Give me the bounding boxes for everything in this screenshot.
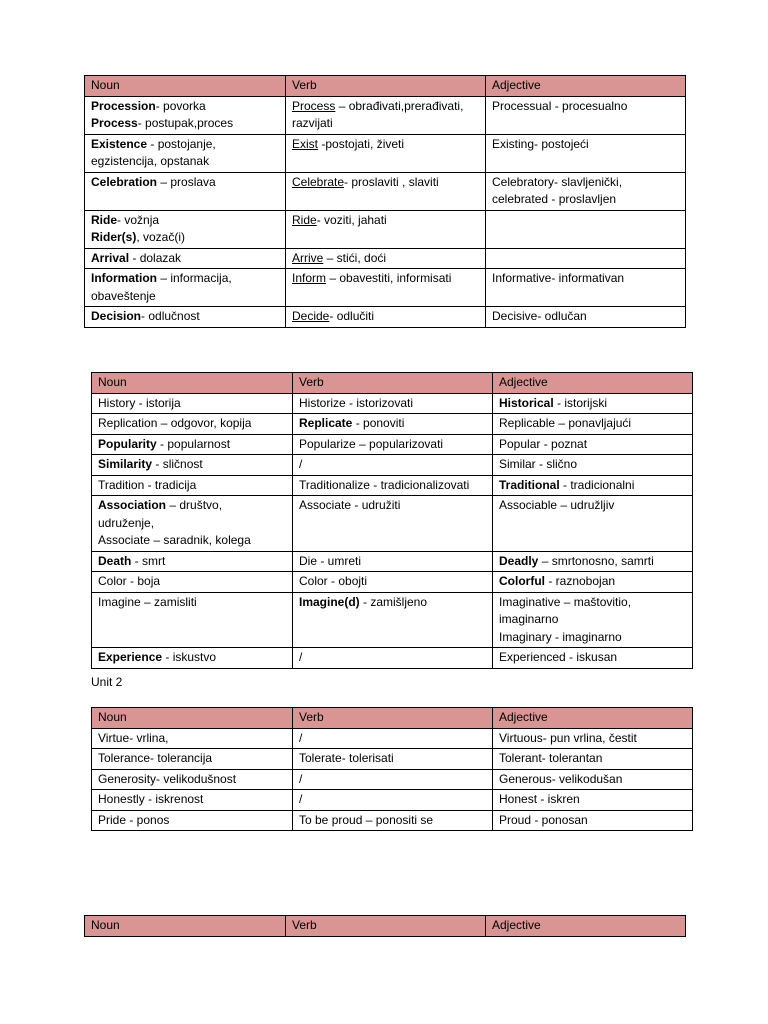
header-adjective: Adjective [493,708,693,729]
verb-translation: Color - obojti [299,574,368,588]
verb-translation: - zamišljeno [359,594,428,609]
noun-translation: - sličnost [152,457,203,471]
table-row [92,592,693,648]
noun-translation: History - istorija [98,395,181,410]
noun-term: Rider(s) [91,230,137,244]
header-adjective: Adjective [493,373,693,394]
verb-cell [293,496,493,552]
verb-cell [286,248,486,269]
header-verb: Verb [293,373,493,394]
noun-translation: – proslava [157,174,216,189]
noun-cell [85,269,286,307]
adjective-cell [493,592,693,648]
header-verb: Verb [286,916,486,937]
table-row [85,269,686,307]
adjective-cell: Virtuous- pun vrlina, čestit [493,728,693,749]
adjective-cell: Processual - procesualno [486,96,686,134]
header-adjective: Adjective [486,916,686,937]
noun-translation: udruženje, [98,515,155,530]
adjective-cell: Existing- postojeći [486,134,686,172]
verb-translation: Historize - istorizovati [299,395,414,410]
verb-cell [293,414,493,435]
verb-translation: / [299,457,303,471]
verb-cell: / [293,728,493,749]
verb-translation: -postojati, živeti [318,136,405,151]
adjective-cell [493,414,693,435]
table-row [92,790,693,811]
noun-term: Similarity [98,457,153,471]
verb-translation: - ponoviti [352,416,405,430]
table-header-row [85,916,686,937]
noun-cell [85,96,286,134]
adjective-line: celebrated - proslavljen [492,192,617,206]
table-row [92,475,693,496]
noun-term: Information [91,271,157,285]
adjective-translation: – smrtonosno, samrti [538,553,654,568]
word-table-1 [84,75,686,328]
noun-cell [92,393,293,414]
noun-term: Arrival [91,250,130,265]
noun-translation: - popularnost [156,436,231,451]
adjective-cell: Decisive- odlučan [486,307,686,328]
verb-translation: – obrađivati,prerađivati, razvijati [292,98,464,130]
verb-term: Ride [292,212,317,227]
table-row [92,496,693,552]
verb-cell [293,648,493,669]
verb-cell [293,434,493,455]
verb-cell [286,210,486,248]
noun-term: Existence [91,136,148,151]
verb-translation: - voziti, jahati [316,212,387,227]
adjective-line: imaginarno [499,612,559,626]
verb-cell [293,455,493,476]
noun-cell [85,210,286,248]
noun-translation: Color - boja [98,574,161,588]
noun-term: Celebration [91,174,158,189]
verb-term: Process [292,98,336,113]
verb-term: Celebrate [292,174,345,189]
noun-term: Death [98,553,132,568]
verb-translation: - odlučiti [329,309,375,323]
noun-term: Association [98,498,167,512]
adjective-translation: Similar - slično [499,457,578,471]
adjective-cell [486,248,686,269]
noun-cell [92,572,293,593]
adjective-cell: Informative- informativan [486,269,686,307]
adjective-cell [493,455,693,476]
table-row [92,414,693,435]
verb-term: Decide [292,309,330,323]
header-noun: Noun [92,373,293,394]
adjective-line: Celebratory- slavljenički, [492,174,623,189]
noun-translation: - povorka [155,98,206,113]
noun-cell [92,455,293,476]
header-noun: Noun [92,708,293,729]
adjective-translation: Experienced - iskusan [499,650,618,664]
noun-translation: - iskustvo [162,650,217,664]
noun-translation: – informacija, obaveštenje [91,271,232,303]
adjective-term: Deadly [499,553,539,568]
verb-translation: – obavestiti, informisati [326,271,452,285]
adjective-cell: Tolerant- tolerantan [493,749,693,770]
table-row [85,96,686,134]
adjective-cell [493,475,693,496]
noun-term: Decision [91,309,142,323]
adjective-cell [486,210,686,248]
adjective-translation: Associable – udružljiv [499,498,615,512]
table-header-row [85,76,686,97]
adjective-cell [493,496,693,552]
noun-cell [85,172,286,210]
verb-translation: – stići, doći [323,250,387,265]
noun-term: Experience [98,650,163,664]
header-verb: Verb [286,76,486,97]
verb-term: Replicate [299,416,353,430]
adjective-translation: Popular - poznat [499,436,588,451]
adjective-cell [486,172,686,210]
verb-cell [286,96,486,134]
noun-term: Ride [91,212,118,227]
noun-cell [92,475,293,496]
noun-cell [92,592,293,648]
adjective-term: Historical [499,395,554,410]
table-row [85,134,686,172]
verb-term: Arrive [292,250,324,265]
table-header-row [92,708,693,729]
table-row [92,434,693,455]
noun-translation: - postupak,proces [137,116,234,130]
noun-cell [85,248,286,269]
word-table-2 [91,372,693,669]
verb-term: Exist [292,136,319,151]
adjective-term: Traditional [499,477,560,492]
table-row [85,307,686,328]
header-verb: Verb [293,708,493,729]
noun-cell [92,414,293,435]
noun-translation: Associate – saradnik, kolega [98,533,251,547]
verb-term: Inform [292,271,327,285]
adjective-translation: Replicable – ponavljajući [499,416,632,430]
noun-translation: - vožnja [117,212,160,227]
header-noun: Noun [85,76,286,97]
verb-cell [286,172,486,210]
noun-translation: , vozač(i) [136,230,186,244]
table-row [92,769,693,790]
verb-cell [293,592,493,648]
noun-cell: Honestly - iskrenost [92,790,293,811]
noun-translation: Replication – odgovor, kopija [98,416,252,430]
adjective-line: Imaginative – maštovitio, [499,594,632,609]
table-row [85,172,686,210]
word-table-4 [84,915,686,937]
word-table-3 [91,707,693,831]
adjective-translation: - tradicionalni [559,477,635,492]
noun-cell: Virtue- vrlina, [92,728,293,749]
noun-translation: - dolazak [129,250,182,265]
header-adjective: Adjective [486,76,686,97]
verb-term: Imagine(d) [299,594,360,609]
noun-cell [85,307,286,328]
adjective-cell [493,393,693,414]
verb-translation: Traditionalize - tradicionalizovati [299,477,470,492]
noun-translation: Imagine – zamisliti [98,594,197,609]
noun-term: Popularity [98,436,157,451]
noun-translation: - odlučnost [141,309,200,323]
noun-cell [92,496,293,552]
adjective-cell [493,648,693,669]
noun-cell [92,434,293,455]
noun-cell [92,648,293,669]
adjective-translation: - istorijski [553,395,608,410]
verb-translation: - proslaviti , slaviti [344,174,439,189]
noun-cell [92,551,293,572]
noun-translation: Tradition - tradicija [98,477,197,492]
header-noun: Noun [85,916,286,937]
table-row [85,248,686,269]
table-row [92,455,693,476]
verb-cell [293,572,493,593]
verb-cell: / [293,790,493,811]
verb-cell [286,307,486,328]
noun-cell: Pride - ponos [92,810,293,831]
table-row [92,749,693,770]
adjective-cell [493,572,693,593]
verb-translation: Die - umreti [299,553,362,568]
adjective-cell: Honest - iskren [493,790,693,811]
verb-cell: / [293,769,493,790]
verb-cell: Tolerate- tolerisati [293,749,493,770]
verb-cell [286,134,486,172]
adjective-cell [493,551,693,572]
unit-heading: Unit 2 [91,675,123,689]
noun-term: Process [91,116,138,130]
adjective-translation: - raznobojan [545,574,616,588]
noun-term: Procession [91,98,156,113]
table-row [92,810,693,831]
table-row [85,210,686,248]
noun-translation: – društvo, [166,498,223,512]
verb-cell [286,269,486,307]
verb-cell [293,475,493,496]
noun-cell: Generosity- velikodušnost [92,769,293,790]
noun-cell [85,134,286,172]
verb-cell [293,393,493,414]
adjective-line: Imaginary - imaginarno [499,629,622,644]
table-row [92,393,693,414]
adjective-cell: Proud - ponosan [493,810,693,831]
table-row [92,572,693,593]
table-row [92,551,693,572]
verb-translation: Associate - udružiti [299,498,401,512]
table-header-row [92,373,693,394]
adjective-cell [493,434,693,455]
verb-translation: / [299,650,303,664]
noun-translation: - smrt [131,553,166,568]
noun-cell: Tolerance- tolerancija [92,749,293,770]
adjective-cell: Generous- velikodušan [493,769,693,790]
verb-cell: To be proud – ponositi se [293,810,493,831]
verb-cell [293,551,493,572]
table-row [92,648,693,669]
noun-translation: - postojanje, egzistencija, opstanak [91,136,216,168]
verb-translation: Popularize – popularizovati [299,436,444,451]
adjective-term: Colorful [499,574,545,588]
table-row [92,728,693,749]
